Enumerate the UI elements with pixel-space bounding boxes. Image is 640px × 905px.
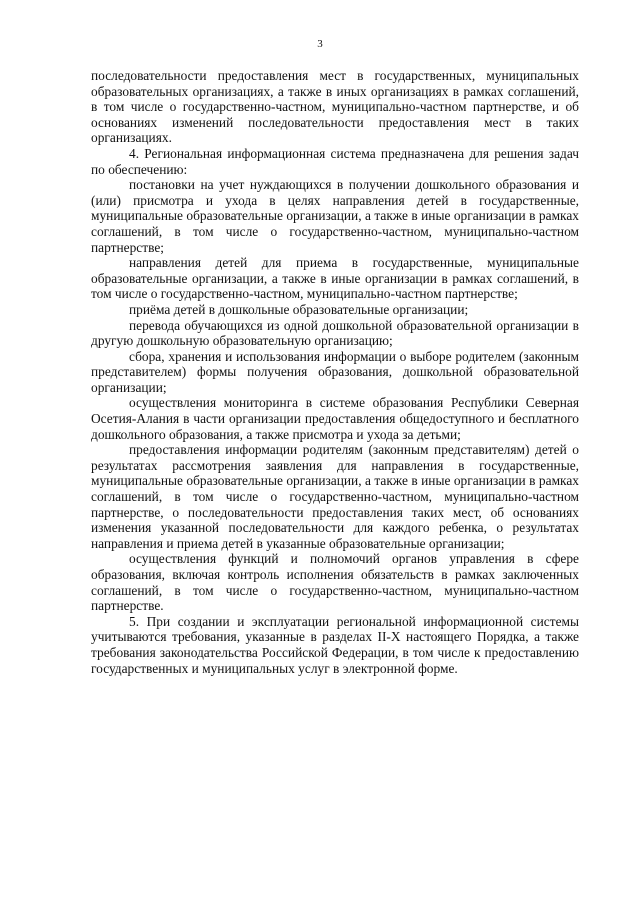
paragraph-registration: постановки на учет нуждающихся в получении дошкольного образования и (или) присмотра и ухода в целях направления детей в государственные, муниципальные образовательные организации, а также в иные организации в рамках соглашений, в том числе о государственно-частном, муниципально-частном партнерстве; — [91, 177, 579, 255]
page-number: 3 — [317, 38, 323, 50]
paragraph-admission: приёма детей в дошкольные образовательные организации; — [129, 301, 469, 317]
paragraph-parent-choice: сбора, хранения и использования информации о выборе родителем (законным представителем) формы получения образования, дошкольной образовательной организации; — [91, 348, 579, 395]
paragraph-parent-information: предоставления информации родителям (законным представителям) детей о результатах рассмотрения заявления для направления в государственные, муниципальные образовательные организации, а также в иные организации в рамках соглашений, в том числе о государственно-частном, муниципально-частном партнерстве, о последовательности предоставления таких мест, об основаниях изменения указанной последовательности для каждого ребенка, о результатах направления и приема детей в указанные образовательные организации; — [91, 442, 579, 551]
paragraph-monitoring: осуществления мониторинга в системе образования Республики Северная Осетия-Алания в части организации предоставления общедоступного и бесплатного дошкольного образования, а также присмотра и ухода за детьми; — [91, 395, 579, 442]
paragraph-referral: направления детей для приема в государственные, муниципальные образовательные организации, а также в иные организации в рамках соглашений, в том числе о государственно-частном, муниципально-частном партнерстве; — [91, 255, 579, 302]
paragraph-item-5: 5. При создании и эксплуатации региональной информационной системы учитываются требования, указанные в разделах II-X настоящего Порядка, а также требования законодательства Российской Федерации, в том числе к предоставлению государственных и муниципальных услуг в электронной форме. — [91, 613, 579, 676]
paragraph-item-4: 4. Региональная информационная система предназначена для решения задач по обеспечению: — [91, 145, 579, 177]
document-body — [91, 68, 579, 676]
paragraph-continuation: последовательности предоставления мест в государственных, муниципальных образовательных организациях, а также в иных организациях в рамках соглашений, в том числе о государственно-частном, муниципально-частном партнерстве, и об основаниях изменений последовательности предоставления мест в таких организациях. — [91, 68, 579, 146]
paragraph-governance: осуществления функций и полномочий органов управления в сфере образования, включая контроль исполнения обязательств в рамках заключенных соглашений, в том числе о государственно-частном, муниципально-частном партнерстве. — [91, 551, 579, 614]
paragraph-transfer: перевода обучающихся из одной дошкольной образовательной организации в другую дошкольную образовательную организацию; — [91, 317, 579, 349]
